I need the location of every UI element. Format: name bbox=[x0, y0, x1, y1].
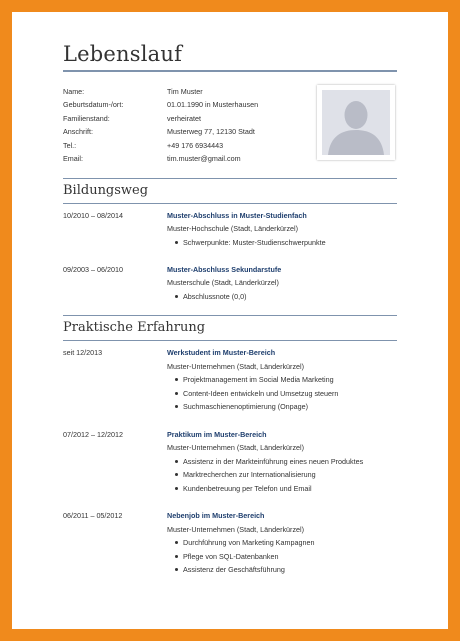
list-item: Marktrecherchen zur Internationalisierung bbox=[179, 470, 316, 479]
personal-value-birth: 01.01.1990 in Musterhausen bbox=[167, 100, 259, 109]
experience-org: Muster-Unternehmen (Stadt, Länderkürzel) bbox=[167, 525, 305, 534]
personal-label-address: Anschrift: bbox=[63, 127, 93, 136]
title-divider bbox=[63, 70, 397, 72]
profile-photo bbox=[317, 85, 395, 160]
person-silhouette-icon bbox=[322, 90, 390, 155]
experience-org: Muster-Unternehmen (Stadt, Länderkürzel) bbox=[167, 443, 305, 452]
personal-label-phone: Tel.: bbox=[63, 141, 77, 150]
experience-date: seit 12/2013 bbox=[63, 348, 103, 357]
section-divider-bottom bbox=[63, 203, 397, 204]
education-heading: Muster-Abschluss in Muster-Studienfach bbox=[167, 211, 307, 220]
list-item: Assistenz der Geschäftsführung bbox=[179, 565, 285, 574]
list-item: Projektmanagement im Social Media Marketing bbox=[179, 375, 334, 384]
list-item: Durchführung von Marketing Kampagnen bbox=[179, 538, 314, 547]
personal-value-phone: +49 176 6934443 bbox=[167, 141, 224, 150]
section-title-education: Bildungsweg bbox=[63, 183, 149, 198]
list-item: Kundenbetreuung per Telefon und Email bbox=[179, 484, 312, 493]
education-org: Muster-Hochschule (Stadt, Länderkürzel) bbox=[167, 224, 299, 233]
section-divider-bottom bbox=[63, 340, 397, 341]
page-title: Lebenslauf bbox=[63, 42, 183, 66]
personal-label-birth: Geburtsdatum-/ort: bbox=[63, 100, 124, 109]
personal-value-name: Tim Muster bbox=[167, 87, 203, 96]
section-divider-top bbox=[63, 178, 397, 179]
personal-value-email: tim.muster@gmail.com bbox=[167, 154, 241, 163]
list-item: Assistenz in der Markteinführung eines neuen Produktes bbox=[179, 457, 363, 466]
personal-value-family: verheiratet bbox=[167, 114, 201, 123]
list-item: Abschlussnote (0,0) bbox=[179, 292, 247, 301]
personal-label-name: Name: bbox=[63, 87, 85, 96]
personal-value-address: Musterweg 77, 12130 Stadt bbox=[167, 127, 255, 136]
experience-heading: Werkstudent im Muster-Bereich bbox=[167, 348, 276, 357]
experience-heading: Nebenjob im Muster-Bereich bbox=[167, 511, 265, 520]
list-item: Suchmaschienenoptimierung (Onpage) bbox=[179, 402, 308, 411]
resume-page bbox=[12, 12, 448, 629]
list-item: Pflege von SQL-Datenbanken bbox=[179, 552, 279, 561]
personal-label-family: Familienstand: bbox=[63, 114, 110, 123]
experience-date: 06/2011 – 05/2012 bbox=[63, 511, 123, 520]
experience-heading: Praktikum im Muster-Bereich bbox=[167, 430, 267, 439]
education-date: 10/2010 – 08/2014 bbox=[63, 211, 123, 220]
list-item: Content-Ideen entwickeln und Umsetzug steuern bbox=[179, 389, 338, 398]
education-heading: Muster-Abschluss Sekundarstufe bbox=[167, 265, 282, 274]
section-divider-top bbox=[63, 315, 397, 316]
education-date: 09/2003 – 06/2010 bbox=[63, 265, 123, 274]
education-org: Musterschule (Stadt, Länderkürzel) bbox=[167, 278, 279, 287]
personal-label-email: Email: bbox=[63, 154, 83, 163]
experience-org: Muster-Unternehmen (Stadt, Länderkürzel) bbox=[167, 362, 305, 371]
experience-date: 07/2012 – 12/2012 bbox=[63, 430, 123, 439]
section-title-experience: Praktische Erfahrung bbox=[63, 320, 206, 335]
list-item: Schwerpunkte: Muster-Studienschwerpunkte bbox=[179, 238, 326, 247]
